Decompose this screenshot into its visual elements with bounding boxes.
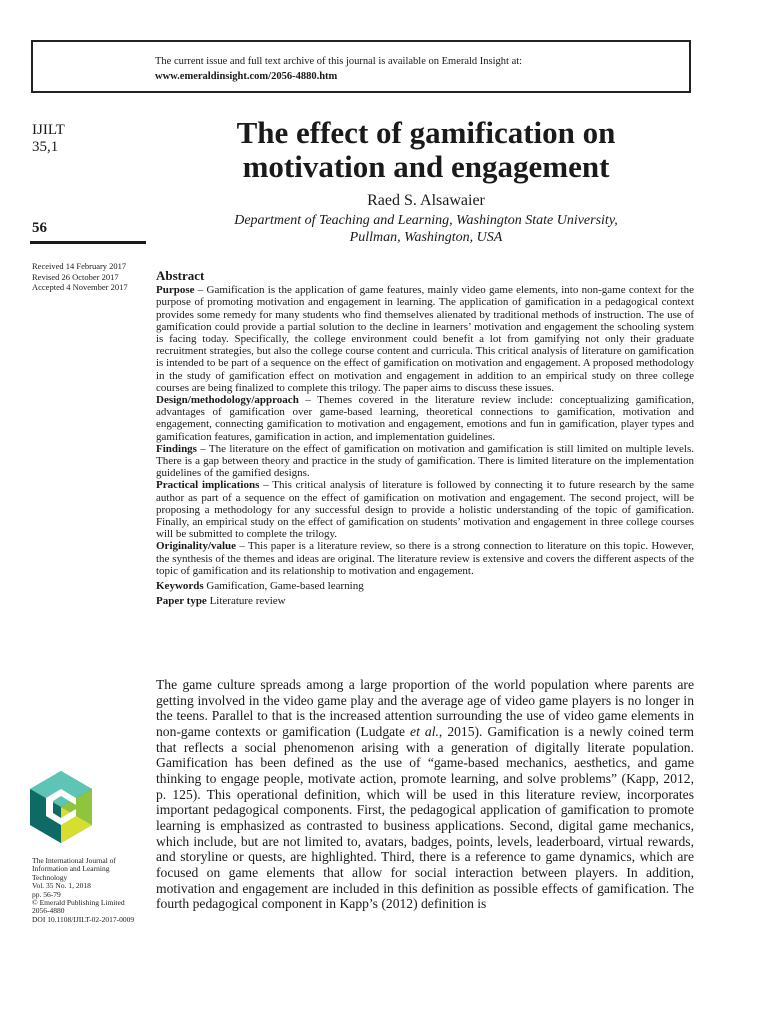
journal-info-line: Technology — [32, 872, 68, 882]
paper-type-label: Paper type — [156, 595, 207, 608]
journal-info-line: The International Journal of — [32, 856, 116, 865]
keywords-label: Keywords — [156, 580, 204, 593]
abstract-section — [156, 270, 694, 607]
journal-info-line: pp. 56-79 — [32, 889, 61, 899]
author-affiliation — [156, 212, 696, 246]
journal-info-line: Information and Learning — [32, 864, 110, 874]
paper-type-text: Literature review — [206, 595, 286, 608]
keywords-text: Gamification, Game-based learning — [203, 580, 364, 593]
originality-text: – This paper is a literature review, so there is a strong connection to literature on this topic. However, the synthesis of the themes and ideas are original. The literature review is extensive and covers the different aspects of the topic of gamification and its relationship to motivation and engagement. — [156, 540, 694, 577]
journal-info — [32, 857, 142, 924]
purpose-text: – Gamification is the application of game features, mainly video game elements, into non-game context for the purpose of promoting motivation and engagement in learning. The application of gamification in a pedagogical context provides some remedy for many students who find themselves alienated by traditional methods of instruction. The use of gamification could provide a partial solution to the decline in learners’ motivation and engagement the schooling system is facing today. Specifically, the college environment could benefit a lot from gamifying not only their graduate recruitment strategies, but also the college course content and curricula. This critical analysis of literature on gamification is intended to be part of a sequence on the effect of gamification on motivation and engagement. A proposed methodology in the study of gamification effect on motivation and engagement in addition to an empirical study on three college courses are being finalized to complete this trilogy. The paper aims to discuss these issues. — [156, 284, 694, 394]
body-text — [156, 677, 694, 912]
journal-code — [32, 122, 65, 156]
findings-label: Findings — [156, 442, 197, 455]
journal-info-line: © Emerald Publishing Limited — [32, 898, 125, 908]
practical-text: – This critical analysis of literature is followed by connecting it to future research by the same author as part of a sequence on the effect of gamification on motivation and engagement. The second project, will be proposing a methodology for any successful design to provide a holistic understanding of the topic of gamification. Finally, an empirical study on the effect of gamification on students’ motivation and engagement in three college courses will be submitted to complete the trilogy. — [156, 479, 695, 541]
date-revised: Revised 26 October 2017 — [32, 271, 119, 282]
journal-doi[interactable]: DOI 10.1108/IJILT-02-2017-0009 — [32, 914, 135, 924]
abstract-practical — [156, 479, 694, 540]
affiliation-line-2: Pullman, Washington, USA — [349, 230, 503, 245]
page-number-rule — [30, 241, 146, 244]
abstract-heading: Abstract — [156, 268, 205, 283]
findings-text: – The literature on the effect of gamification on motivation and gamification is still limited on multiple levels. There is a gap between theory and practice in the study of gamification. There is limited literature on the implementation guidelines of the gamified designs. — [156, 442, 694, 480]
author-name: Raed S. Alsawaier — [367, 192, 485, 209]
page-number: 56 — [32, 220, 47, 236]
journal-volume: 35,1 — [32, 139, 59, 155]
article-title — [156, 116, 696, 184]
abstract-purpose — [156, 284, 694, 394]
body-part-1: The game culture spreads among a large proportion of the world population where parents are getting involved in the video game play and the average age of video game players is no longer in the teens. Parallel to that is the increased attention surrounding the use of video game elements in non-game contexts or gamification (Ludgate — [156, 677, 694, 739]
originality-label: Originality/value — [156, 540, 237, 553]
body-et-al: et al. — [410, 723, 439, 739]
design-text: – Themes covered in the literature review include: conceptualizing gamification, advantages of gamification over game-based learning, theoretical connections to gamification, motivation and engagement, connecting gamification to motivation and engagement, emotions and fun in gamification, player types and gamification features, gamification in action, and implementation guidelines. — [156, 394, 694, 443]
title-line-2: motivation and engagement — [242, 149, 610, 184]
body-paragraph — [156, 677, 694, 912]
submission-dates — [32, 261, 128, 293]
abstract-originality — [156, 540, 694, 577]
journal-info-line: Vol. 35 No. 1, 2018 — [32, 881, 91, 891]
paper-type — [156, 595, 694, 607]
design-label: Design/methodology/approach — [156, 394, 299, 407]
title-line-1: The effect of gamification on — [236, 115, 616, 150]
abstract-design — [156, 394, 694, 443]
abstract-findings — [156, 443, 694, 480]
banner-notice: The current issue and full text archive of this journal is available on Emerald Insight at: — [155, 56, 523, 67]
affiliation-line-1: Department of Teaching and Learning, Washington State University, — [234, 213, 618, 228]
access-banner — [31, 40, 691, 93]
emerald-publishing-logo — [30, 771, 92, 843]
date-received: Received 14 February 2017 — [32, 261, 127, 271]
keywords — [156, 580, 694, 592]
banner-url-link[interactable]: www.emeraldinsight.com/2056-4880.htm — [155, 71, 338, 82]
journal-abbreviation: IJILT — [32, 122, 65, 138]
date-accepted: Accepted 4 November 2017 — [32, 282, 128, 292]
body-part-2: , 2015). Gamification is a newly coined term that reflects a social phenomenon arising with a generation of digitally literate population. Gamification has been defined as the use of “game-based mechanics, aesthetics, and game thinking to engage people, motivate action, promote learning, and solve problems” (Kapp, 2012, p. 125). This operational definition, which will be used in this literature review, incorporates important pedagogical components. First, the pedagogical application of gamification to promote learning is emphasized as contrasted to business applications. Second, digital game mechanics, which include, but are not limited to, avatars, badges, points, levels, leaderboard, virtual rewards, and storyline or quests, are highlighted. Third, there is a reference to game dynamics, which are focused on game elements that allow for social interaction between players. In addition, motivation and engagement are included in this definition as possible effects of gamification. The fourth pedagogical component in Kapp’s (2012) definition is — [156, 723, 694, 912]
journal-info-line: 2056-4880 — [32, 906, 65, 916]
purpose-label: Purpose — [156, 284, 195, 297]
practical-label: Practical implications — [156, 479, 260, 492]
